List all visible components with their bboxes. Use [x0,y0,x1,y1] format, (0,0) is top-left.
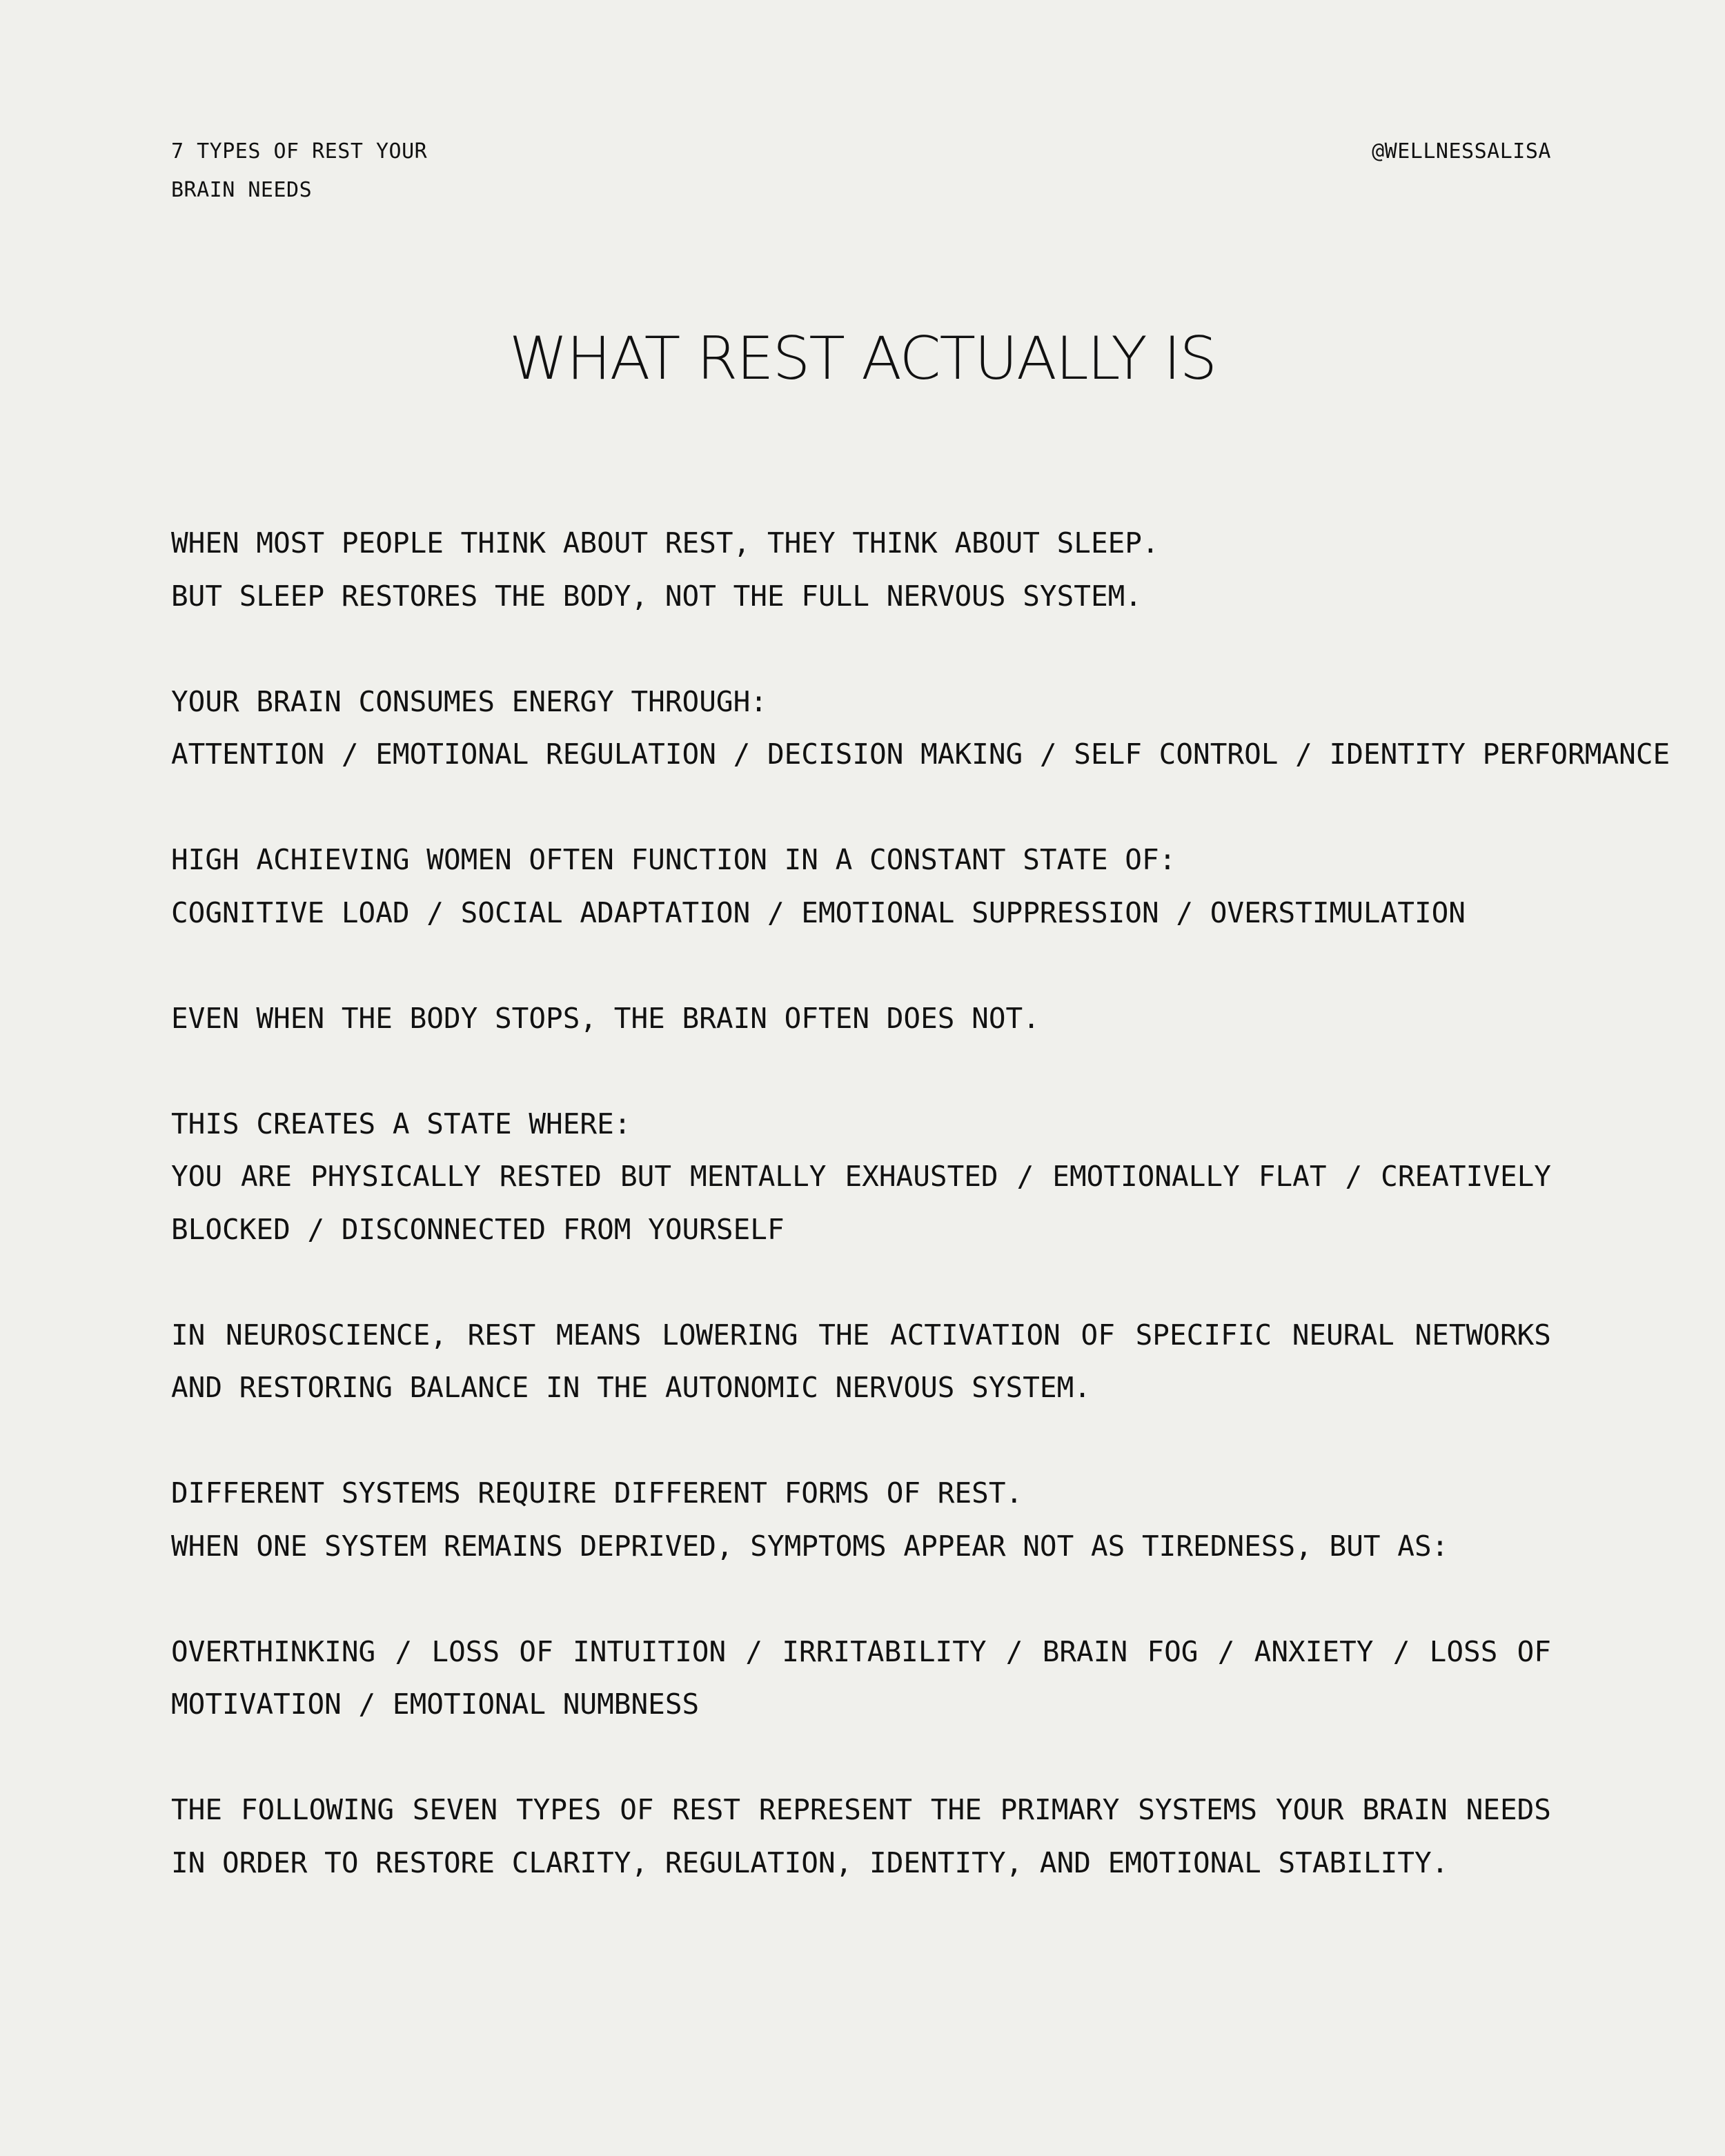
page-title: WHAT REST ACTUALLY IS [509,324,1216,393]
paragraph-body-stops [171,992,1551,1045]
body-text [171,517,1670,1942]
author-handle: @WELLNESSALISA [1372,139,1551,164]
paragraph-high-achieving [171,833,1551,939]
paragraph-line: WHEN ONE SYSTEM REMAINS DEPRIVED, SYMPTOMS APPEAR NOT AS TIREDNESS, BUT AS: [171,1529,1449,1563]
paragraph-line: YOUR BRAIN CONSUMES ENERGY THROUGH: [171,684,767,718]
paragraph-neuroscience [171,1309,1551,1414]
series-title [171,132,530,210]
paragraph-text: THE FOLLOWING SEVEN TYPES OF REST REPRESENT THE PRIMARY SYSTEMS YOUR BRAIN NEEDS IN ORDER TO RESTORE CLARITY, REGULATION, IDENTITY, AND EMOTIONAL STABILITY. [171,1793,1551,1879]
paragraph-text: OVERTHINKING / LOSS OF INTUITION / IRRITABILITY / BRAIN FOG / ANXIETY / LOSS OF MOTIVATION / EMOTIONAL NUMBNESS [171,1634,1551,1721]
paragraph-line: THIS CREATES A STATE WHERE: [171,1107,631,1140]
paragraph-line: HIGH ACHIEVING WOMEN OFTEN FUNCTION IN A CONSTANT STATE OF: [171,843,1176,876]
paragraph-line: DIFFERENT SYSTEMS REQUIRE DIFFERENT FORMS OF REST. [171,1476,1023,1510]
paragraph-state [171,1098,1551,1256]
paragraph-sleep [171,517,1551,622]
paragraph-text: IN NEUROSCIENCE, REST MEANS LOWERING THE ACTIVATION OF SPECIFIC NEURAL NETWORKS AND RESTORING BALANCE IN THE AUTONOMIC NERVOUS SYSTEM. [171,1318,1551,1404]
paragraph-line: EVEN WHEN THE BODY STOPS, THE BRAIN OFTEN DOES NOT. [171,1001,1040,1035]
paragraph-line: COGNITIVE LOAD / SOCIAL ADAPTATION / EMOTIONAL SUPPRESSION / OVERSTIMULATION [171,896,1466,929]
paragraph-energy [171,675,1670,781]
paragraph-systems [171,1467,1551,1572]
series-title-line-1: 7 TYPES OF REST YOUR [171,139,428,164]
paragraph-line: WHEN MOST PEOPLE THINK ABOUT REST, THEY THINK ABOUT SLEEP. [171,526,1159,560]
paragraph-line: BUT SLEEP RESTORES THE BODY, NOT THE FULL NERVOUS SYSTEM. [171,579,1142,613]
paragraph-conclusion [171,1783,1551,1889]
paragraph-symptoms [171,1625,1551,1731]
paragraph-line: YOU ARE PHYSICALLY RESTED BUT MENTALLY EXHAUSTED / EMOTIONALLY FLAT / CREATIVELY BLOCKED / DISCONNECTED FROM YOURSELF [171,1160,1551,1246]
series-title-line-2: BRAIN NEEDS [171,178,313,202]
paragraph-line: ATTENTION / EMOTIONAL REGULATION / DECISION MAKING / SELF CONTROL / IDENTITY PERFORMANCE [171,738,1670,771]
